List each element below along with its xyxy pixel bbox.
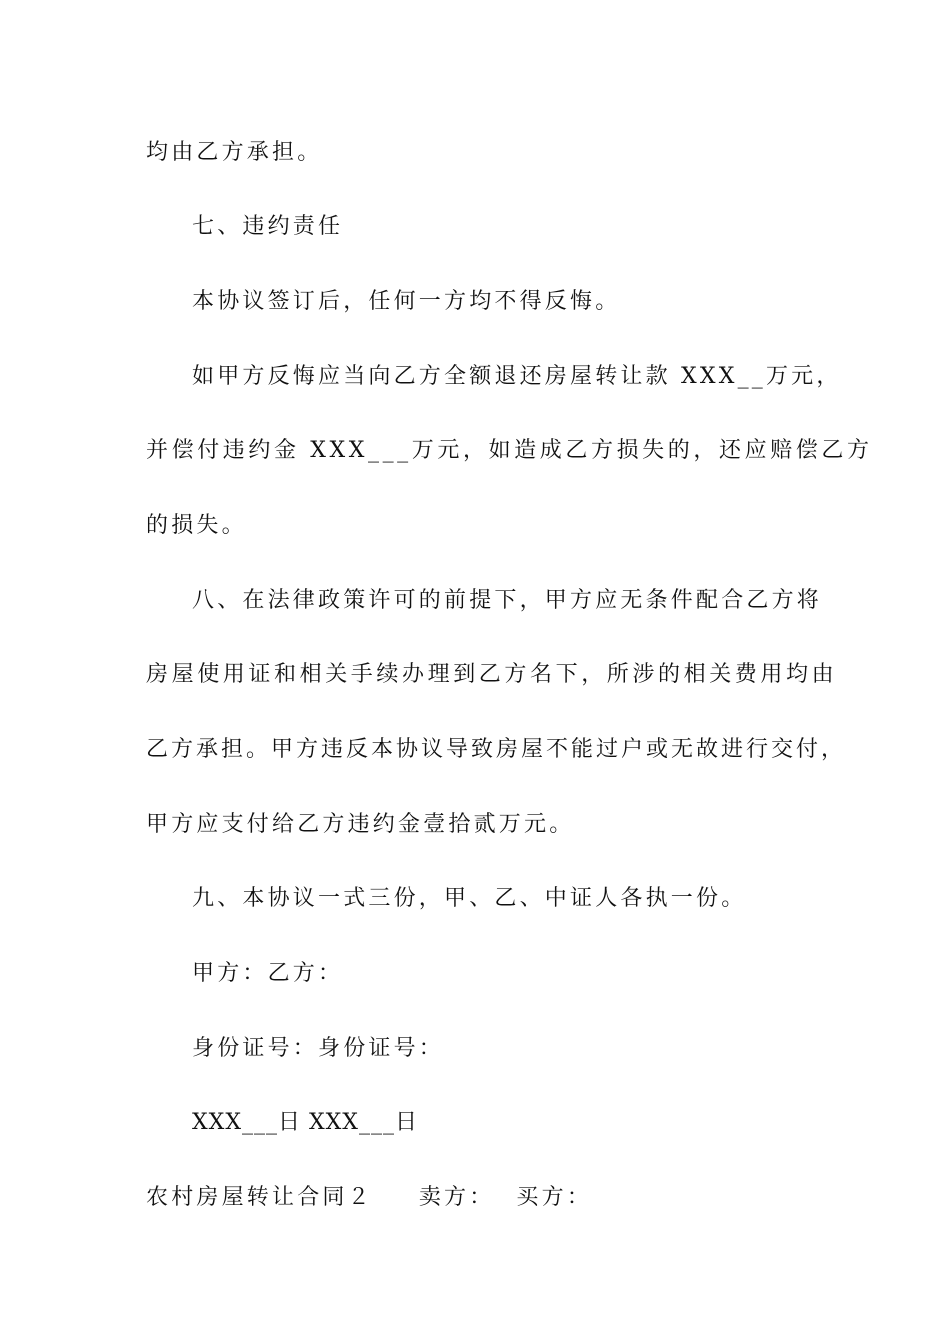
paragraph-line: 房屋使用证和相关手续办理到乙方名下，所涉的相关费用均由: [146, 662, 838, 687]
paragraph-line: 乙方承担。甲方违反本协议导致房屋不能过户或无故进行交付，: [146, 737, 847, 762]
next-contract-title: 农村房屋转让合同２: [146, 1185, 373, 1210]
signature-party-line: 甲方：乙方：: [192, 961, 344, 986]
paragraph-line: 九、本协议一式三份，甲、乙、中证人各执一份。: [192, 886, 747, 911]
paragraph-line: 如甲方反悔应当向乙方全额退还房屋转让款 XXX__万元，: [192, 364, 842, 389]
next-contract-header: [146, 1183, 592, 1213]
buyer-label: 买方：: [516, 1185, 593, 1210]
section-heading: 七、违约责任: [192, 214, 344, 239]
paragraph-line: 本协议签订后，任何一方均不得反悔。: [192, 289, 621, 314]
paragraph-line: 并偿付违约金 XXX___万元，如造成乙方损失的，还应赔偿乙方: [146, 438, 873, 463]
paragraph-line: 均由乙方承担。: [146, 140, 323, 165]
seller-label: 卖方：: [418, 1185, 495, 1210]
signature-id-line: 身份证号：身份证号：: [192, 1036, 445, 1061]
signature-date-line: XXX___日 XXX___日: [192, 1110, 418, 1135]
paragraph-line: 八、在法律政策许可的前提下，甲方应无条件配合乙方将: [192, 588, 823, 613]
paragraph-line: 甲方应支付给乙方违约金壹拾贰万元。: [146, 812, 575, 837]
paragraph-line: 的损失。: [146, 513, 247, 538]
